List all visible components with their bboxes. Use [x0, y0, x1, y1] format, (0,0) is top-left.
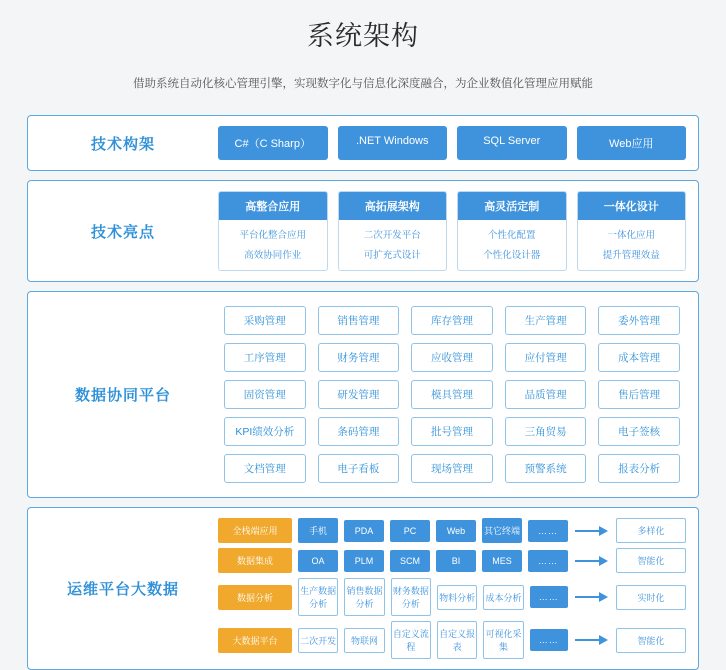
- module-label: 采购管理: [224, 306, 306, 335]
- highlight-body: [339, 220, 447, 270]
- module-cell[interactable]: [499, 302, 593, 339]
- section-bigdata-platform: [27, 507, 699, 670]
- module-label: 应收管理: [411, 343, 493, 372]
- module-cell[interactable]: [592, 339, 686, 376]
- highlight-card[interactable]: [577, 191, 687, 271]
- highlight-line: 提升管理效益: [602, 250, 660, 261]
- module-cell[interactable]: [499, 413, 593, 450]
- page-title: 系统架构: [307, 21, 419, 51]
- bigdata-cell[interactable]: 物料分析: [437, 585, 477, 610]
- module-cell[interactable]: [312, 413, 406, 450]
- module-cell[interactable]: [499, 339, 593, 376]
- page-subtitle: 借助系统自动化核心管理引擎，实现数字化与信息化深度融合，为企业数值化管理应用赋能: [133, 78, 593, 90]
- highlight-card[interactable]: [218, 191, 328, 271]
- module-cell[interactable]: [218, 339, 312, 376]
- bigdata-row-tag[interactable]: 数据分析: [218, 585, 292, 610]
- section-label: 数据协同平台: [74, 387, 171, 404]
- tech-chip[interactable]: Web应用: [577, 126, 687, 160]
- bigdata-cell[interactable]: 自定义流程: [391, 621, 431, 659]
- section-label: 技术亮点: [90, 223, 155, 241]
- module-label: 库存管理: [411, 306, 493, 335]
- sections-container: [27, 115, 699, 670]
- bigdata-outcome[interactable]: 智能化: [616, 628, 686, 653]
- bigdata-cell[interactable]: 手机: [298, 518, 338, 543]
- module-cell[interactable]: [405, 450, 499, 487]
- module-cell[interactable]: [218, 302, 312, 339]
- module-cell[interactable]: [218, 376, 312, 413]
- highlight-line: 个性化配置: [487, 230, 536, 241]
- module-cell[interactable]: [218, 450, 312, 487]
- highlight-title: 高整合应用: [219, 192, 327, 220]
- section-body: [218, 508, 698, 669]
- bigdata-cell-more[interactable]: ……: [530, 629, 568, 651]
- module-label: 生产管理: [505, 306, 587, 335]
- highlight-title: 高灵活定制: [458, 192, 566, 220]
- module-label: 售后管理: [598, 380, 680, 409]
- arrow-right-icon: [574, 591, 610, 603]
- section-body: [218, 116, 698, 170]
- bigdata-row: [218, 548, 686, 573]
- arrow-right-icon: [574, 634, 610, 646]
- highlight-body: [219, 220, 327, 270]
- bigdata-row-tag[interactable]: 全栈端应用: [218, 518, 292, 543]
- bigdata-cell-more[interactable]: ……: [528, 520, 568, 542]
- highlight-line: 可扩充式设计: [363, 250, 421, 261]
- tech-chip[interactable]: SQL Server: [457, 126, 567, 160]
- module-label: 批号管理: [411, 417, 493, 446]
- module-cell[interactable]: [405, 413, 499, 450]
- bigdata-cell[interactable]: 成本分析: [483, 585, 523, 610]
- module-cell[interactable]: [405, 376, 499, 413]
- module-label: 应付管理: [505, 343, 587, 372]
- bigdata-cell[interactable]: PLM: [344, 550, 384, 572]
- module-cell[interactable]: [312, 376, 406, 413]
- arrow-right-icon: [574, 555, 610, 567]
- module-cell[interactable]: [499, 450, 593, 487]
- module-label: KPI绩效分析: [224, 417, 306, 446]
- bigdata-cell[interactable]: OA: [298, 550, 338, 572]
- module-cell[interactable]: [405, 302, 499, 339]
- module-label: 预警系统: [505, 454, 587, 483]
- module-label: 三角贸易: [505, 417, 587, 446]
- tech-chip[interactable]: C#（C Sharp）: [218, 126, 328, 160]
- module-label: 文档管理: [224, 454, 306, 483]
- bigdata-cell[interactable]: 二次开发: [298, 628, 338, 653]
- module-label: 销售管理: [318, 306, 400, 335]
- module-cell[interactable]: [592, 450, 686, 487]
- bigdata-cell[interactable]: MES: [482, 550, 522, 572]
- highlight-line: 一体化应用: [607, 230, 655, 241]
- section-body: [218, 292, 698, 497]
- module-label: 现场管理: [411, 454, 493, 483]
- bigdata-cell[interactable]: 销售数据分析: [344, 578, 384, 616]
- module-label: 品质管理: [505, 380, 587, 409]
- bigdata-cell[interactable]: SCM: [390, 550, 430, 572]
- highlight-card[interactable]: [457, 191, 567, 271]
- bigdata-outcome[interactable]: 实时化: [616, 585, 686, 610]
- module-cell[interactable]: [312, 339, 406, 376]
- bigdata-cell[interactable]: BI: [436, 550, 476, 572]
- module-label: 电子签核: [598, 417, 680, 446]
- bigdata-cell[interactable]: 其它终端: [482, 518, 522, 543]
- highlight-line: 平台化整合应用: [239, 230, 306, 241]
- bigdata-row-tag[interactable]: 大数据平台: [218, 628, 292, 653]
- bigdata-row: [218, 518, 686, 543]
- module-label: 研发管理: [318, 380, 400, 409]
- bigdata-row: [218, 621, 686, 659]
- module-grid: [218, 302, 686, 487]
- highlight-card[interactable]: [338, 191, 448, 271]
- module-cell[interactable]: [592, 376, 686, 413]
- highlight-title: 一体化设计: [578, 192, 686, 220]
- module-label: 工序管理: [224, 343, 306, 372]
- section-tech-framework: [27, 115, 699, 171]
- tech-chip[interactable]: .NET Windows: [338, 126, 448, 160]
- highlight-line: 个性化设计器: [483, 250, 541, 261]
- section-tech-highlights: [27, 180, 699, 282]
- bigdata-row-tag[interactable]: 数据集成: [218, 548, 292, 573]
- module-label: 电子看板: [318, 454, 400, 483]
- bigdata-outcome[interactable]: 智能化: [616, 548, 686, 573]
- section-label: 运维平台大数据: [66, 581, 179, 598]
- bigdata-row: [218, 578, 686, 616]
- bigdata-cell[interactable]: Web: [436, 520, 476, 542]
- module-cell[interactable]: [405, 339, 499, 376]
- highlight-body: [578, 220, 686, 270]
- bigdata-outcome[interactable]: 多样化: [616, 518, 686, 543]
- section-data-platform: [27, 291, 699, 498]
- module-label: 财务管理: [318, 343, 400, 372]
- module-cell[interactable]: [312, 302, 406, 339]
- module-cell[interactable]: [218, 413, 312, 450]
- section-body: [218, 181, 698, 281]
- module-label: 成本管理: [598, 343, 680, 372]
- bigdata-cell[interactable]: 物联网: [344, 628, 384, 653]
- bigdata-cell[interactable]: PDA: [344, 520, 384, 542]
- highlight-line: 二次开发平台: [363, 230, 421, 241]
- module-cell[interactable]: [592, 302, 686, 339]
- module-cell[interactable]: [592, 413, 686, 450]
- module-cell[interactable]: [312, 450, 406, 487]
- module-label: 报表分析: [598, 454, 680, 483]
- module-label: 固资管理: [224, 380, 306, 409]
- bigdata-cell[interactable]: 财务数据分析: [391, 578, 431, 616]
- module-label: 委外管理: [598, 306, 680, 335]
- section-label: 技术构架: [90, 135, 155, 153]
- bigdata-cell-more[interactable]: ……: [528, 550, 568, 572]
- bigdata-cell[interactable]: 生产数据分析: [298, 578, 338, 616]
- arrow-right-icon: [574, 525, 610, 537]
- highlight-body: [458, 220, 566, 270]
- bigdata-cell[interactable]: 可视化采集: [483, 621, 523, 659]
- bigdata-cell[interactable]: 自定义报表: [437, 621, 477, 659]
- chip-row: [218, 126, 686, 160]
- highlight-line: 高效协同作业: [244, 250, 302, 261]
- module-label: 条码管理: [318, 417, 400, 446]
- highlight-row: [218, 191, 686, 271]
- bigdata-cell-more[interactable]: ……: [530, 586, 568, 608]
- module-cell[interactable]: [499, 376, 593, 413]
- module-label: 模具管理: [411, 380, 493, 409]
- bigdata-cell[interactable]: PC: [390, 520, 430, 542]
- highlight-title: 高拓展架构: [339, 192, 447, 220]
